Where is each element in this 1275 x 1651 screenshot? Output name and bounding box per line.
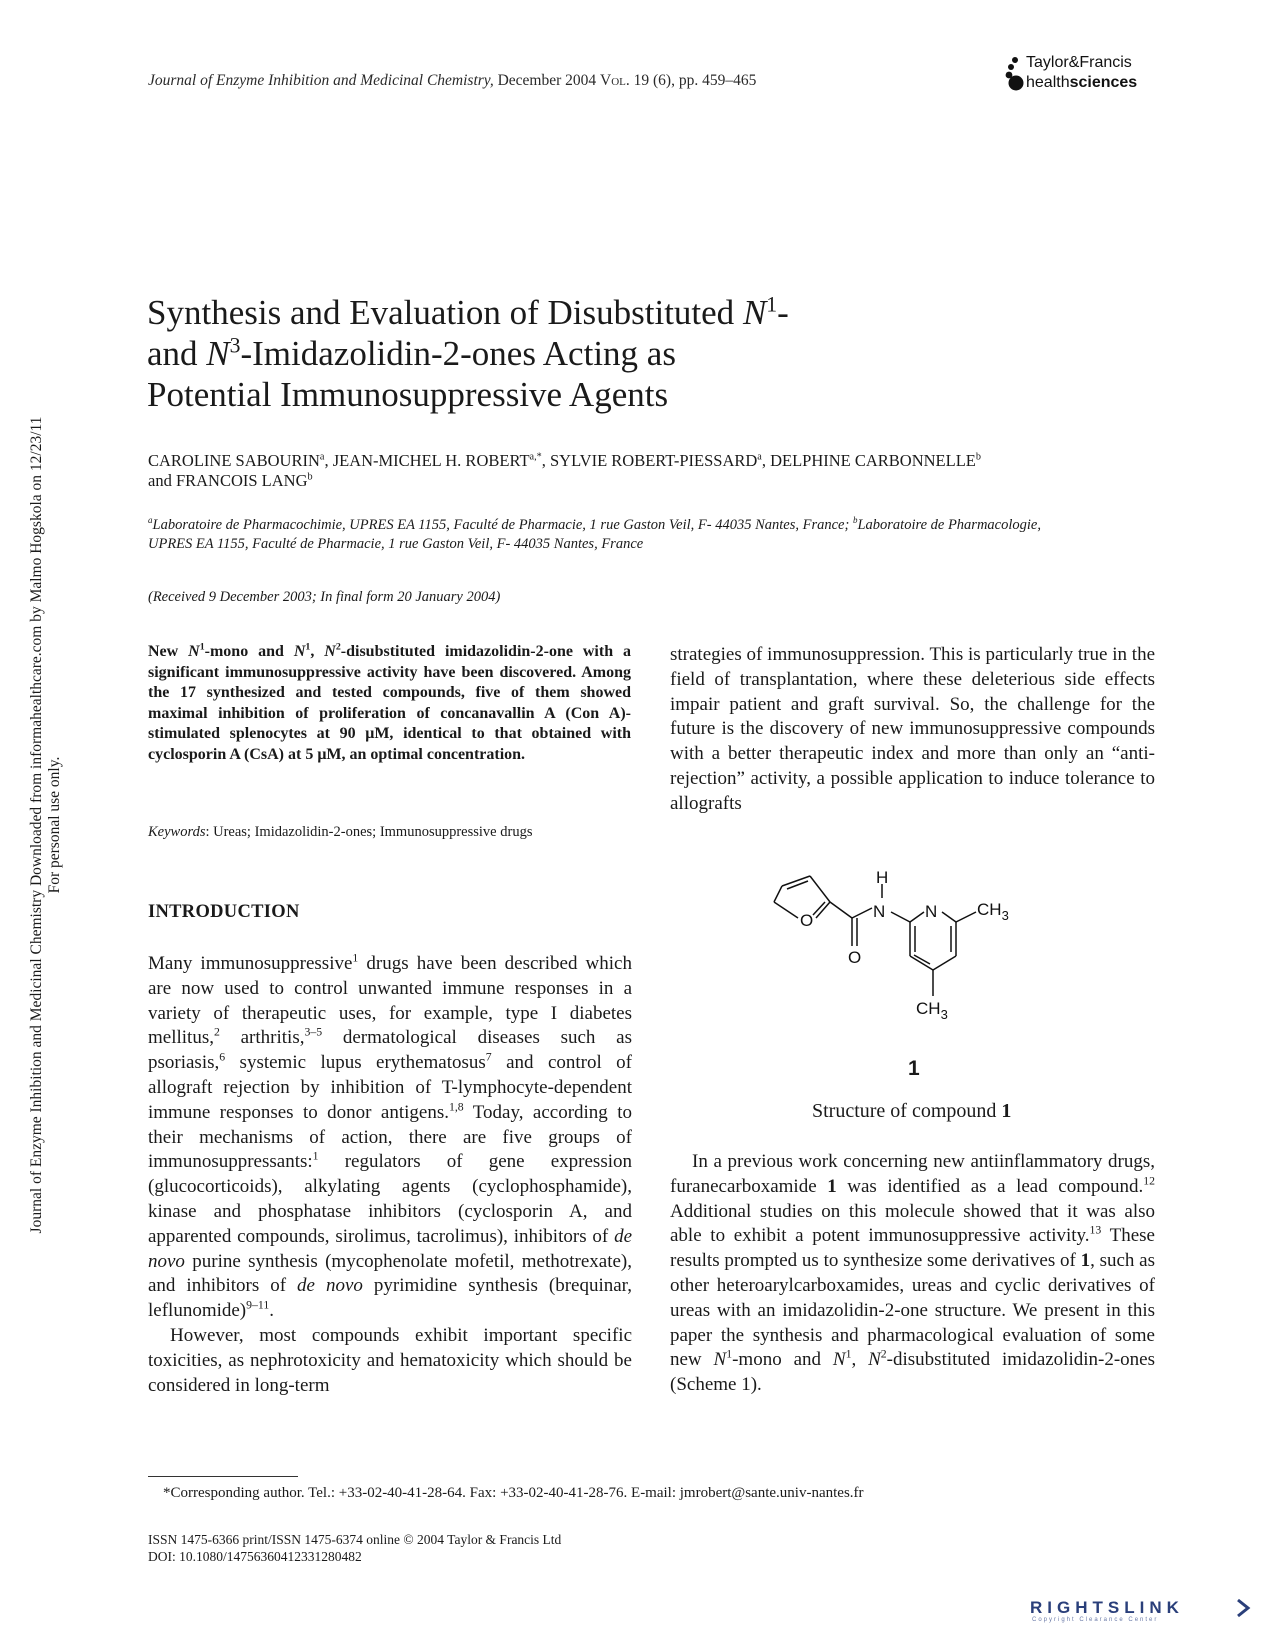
author-name: CAROLINE SABOURIN [148, 451, 320, 470]
abstract-n: N [293, 643, 306, 660]
keywords-text: : Ureas; Imidazolidin-2-ones; Immunosuppressive drugs [205, 824, 533, 840]
affil-mark: a [148, 515, 153, 526]
abstract-text: -disubstituted imidazolidin-2-one with a significant immunosuppressive activity have been discovered. Among the 17 synthesized and tested compounds, five of them showed maximal inhibition of proliferation of concanavallin A (Con A)- stimulated splenocytes at 90 μM, identical to that obtained with cyclosporin A (CsA) at 5 μM, an optimal concentration. [148, 643, 632, 763]
author-affil-mark: b [307, 471, 313, 483]
keywords [148, 824, 532, 841]
abstract-n: N [188, 643, 200, 660]
affil-text: Laboratoire de Pharmacologie, [857, 517, 1041, 533]
title-sup: 3 [229, 333, 241, 358]
compound-number: 1 [908, 1057, 920, 1080]
download-notice-line2: For personal use only. [46, 756, 63, 894]
title-line3: Potential Immunosuppressive Agents [147, 375, 669, 414]
atom-o-carbonyl: O [848, 948, 862, 967]
corresponding-author-footnote: *Corresponding author. Tel.: +33-02-40-41-28-64. Fax: +33-02-40-41-28-76. E-mail: jmrobert@sante.univ-nantes.fr [163, 1485, 864, 1501]
citation: 9–11 [246, 1298, 270, 1312]
keywords-label: Keywords [148, 824, 206, 840]
article-title [147, 292, 1047, 415]
atom-o-furan: O [800, 911, 814, 930]
journal-header [148, 72, 756, 90]
title-text: - [777, 293, 789, 332]
citation: 7 [485, 1050, 492, 1064]
section-heading-introduction: INTRODUCTION [148, 902, 300, 922]
journal-vol: 19 (6), pp. 459–465 [633, 72, 757, 89]
logo-line1: Taylor&Francis [1026, 54, 1132, 71]
title-sup: 1 [766, 292, 778, 317]
citation: 6 [219, 1050, 226, 1064]
title-line2 [147, 333, 1047, 374]
title-n: N [742, 293, 767, 332]
affil-text: Laboratoire de Pharmacochimie, UPRES EA 1155, Faculté de Pharmacie, 1 rue Gaston Veil, F- 44035 Nantes, France; [152, 517, 853, 533]
rightslink-subtext: Copyright Clearance Center [1032, 1617, 1159, 1623]
paragraph: Many immunosuppressive$^1$ drugs have been described which are now used to control unwanted immune responses in a variety of therapeutic uses, for example, type I diabetes mellitus,$^2$ arthritis,$^{3-5}$ dermatological diseases such as psoriasis,$^6$ systemic lupus erythematosus$^7$ and control of allograft rejection by inhibition of T-lymphocyte-dependent immune responses to donor antigens.$^{1,8}$ Today, according to their mechanisms of action, there are five groups of immunosuppressants:$^1$ regulators of gene expression (glucocorticoids), alkylating agents (cyclophosphamide), kinase and phosphatase inhibitors (cyclosporin A, and apparented compounds, sirolimus, tacrolimus), inhibitors of de novo purine synthesis (mycophenolate mofetil, methotrexate), and inhibitors of de novo pyrimidine synthesis (brequinar, leflunomide)$^{9-11}$. [148, 951, 633, 1322]
affiliations [148, 516, 1158, 554]
logo-line2 [1026, 74, 1137, 92]
abstract-sup: 2 [335, 641, 341, 653]
methyl-bottom: $CH_3$ [916, 999, 948, 1022]
doi-line: DOI: 10.1080/14756360412331280482 [148, 1549, 362, 1564]
footnote-divider [148, 1476, 298, 1477]
affil-text: UPRES EA 1155, Faculté de Pharmacie, 1 rue Gaston Veil, F- 44035 Nantes, France [148, 536, 644, 552]
download-notice-line1: Journal of Enzyme Inhibition and Medicinal Chemistry Downloaded from informahealthcare.com by Malmo Hogskola on 12/23/11 [28, 416, 45, 1234]
citation: 1,8 [448, 1100, 464, 1114]
paragraph: strategies of immunosuppression. This is particularly true in the field of transplantation, where these deleterious side effects impair patient and graft survival. So, the challenge for the future is the discovery of new immunosuppressive compounds with a better therapeutic index and more than only an “anti-rejection” activity, a possible application to induce tolerance to allografts [670, 644, 1155, 814]
author-name: and FRANCOIS LANG [148, 471, 308, 490]
rightslink-arrow-icon [1236, 1598, 1252, 1618]
author-list [148, 451, 1158, 491]
title-text: Synthesis and Evaluation of Disubstituted [147, 293, 743, 332]
title-n: N [206, 334, 230, 373]
author-affil-mark: a,* [529, 451, 542, 463]
caption-number: 1 [1001, 1100, 1012, 1122]
author-affil-mark: b [975, 451, 981, 463]
received-dates: (Received 9 December 2003; In final form 20 January 2004) [148, 589, 501, 605]
title-line1 [147, 292, 1047, 333]
right-column-continuation [670, 643, 1155, 817]
atom-n-pyridine: N [925, 902, 938, 921]
author-name: , JEAN-MICHEL H. ROBERT [324, 451, 530, 470]
title-text: -Imidazolidin-2-ones Acting as [240, 334, 676, 373]
citation: 12 [1143, 1174, 1156, 1188]
structure-caption [812, 1100, 1011, 1123]
methyl-top: $CH_3$ [977, 900, 1009, 923]
logo-health: health [1026, 74, 1070, 91]
compound-1-structure [772, 868, 1072, 1044]
citation: 1 [352, 951, 359, 965]
rightslink-text: RIGHTSLINK [1030, 1598, 1184, 1617]
author-affil-mark: a [319, 451, 325, 463]
right-column-body [670, 1150, 1155, 1398]
introduction-body [148, 952, 632, 1398]
issn-doi [148, 1531, 561, 1565]
abstract-sup: 1 [305, 641, 311, 653]
publisher-logo-icon [1004, 54, 1026, 98]
citation: 13 [1089, 1224, 1102, 1238]
abstract-text: New [148, 643, 189, 660]
issn-line: ISSN 1475-6366 print/ISSN 1475-6374 online © 2004 Taylor & Francis Ltd [148, 1532, 562, 1547]
caption-text: Structure of compound [812, 1100, 1002, 1122]
author-affil-mark: a [757, 451, 762, 463]
download-notice [0, 0, 63, 1300]
abstract-text: -mono and [204, 643, 294, 660]
publisher-logo [1004, 54, 1154, 98]
paragraph: In a previous work concerning new antiinflammatory drugs, furanecarboxamide 1 was identified as a lead compound.$^{12}$ Additional studies on this molecule showed that it was also able to exhibit a potent immunosuppressive activity.$^{13}$ These results prompted us to synthesize some derivatives of 1, such as other heteroarylcarboxamides, ureas and cyclic derivatives of ureas with an imidazolidin-2-one structure. We present in this paper the synthesis and pharmacological evaluation of some new $N^1$-mono and $N^1$, $N^2$-disubstituted imidazolidin-2-ones (Scheme 1). [670, 1151, 1156, 1396]
rightslink-logo [1030, 1598, 1260, 1624]
abstract-n: N [324, 643, 336, 660]
abstract-sup: 1 [199, 641, 205, 653]
author-name: , DELPHINE CARBONNELLE [761, 451, 976, 470]
author-name: , SYLVIE ROBERT-PIESSARD [541, 451, 758, 470]
citation: 2 [213, 1026, 220, 1040]
atom-h: H [876, 868, 889, 887]
abstract [148, 642, 631, 766]
journal-name: Journal of Enzyme Inhibition and Medicinal Chemistry, [148, 72, 494, 89]
citation: 3–5 [304, 1026, 323, 1040]
logo-sciences: sciences [1069, 74, 1138, 91]
journal-date: December 2004 [497, 72, 597, 89]
paragraph: However, most compounds exhibit important specific toxicities, as nephrotoxicity and hematoxicity which should be considered in long-term [148, 1324, 632, 1396]
journal-vol-label: Vol. [600, 72, 630, 89]
abstract-text: , [310, 643, 325, 660]
affil-mark: b [852, 515, 858, 526]
title-text: and [147, 334, 207, 373]
citation: 1 [312, 1150, 319, 1164]
atom-n-amide: N [873, 902, 886, 921]
